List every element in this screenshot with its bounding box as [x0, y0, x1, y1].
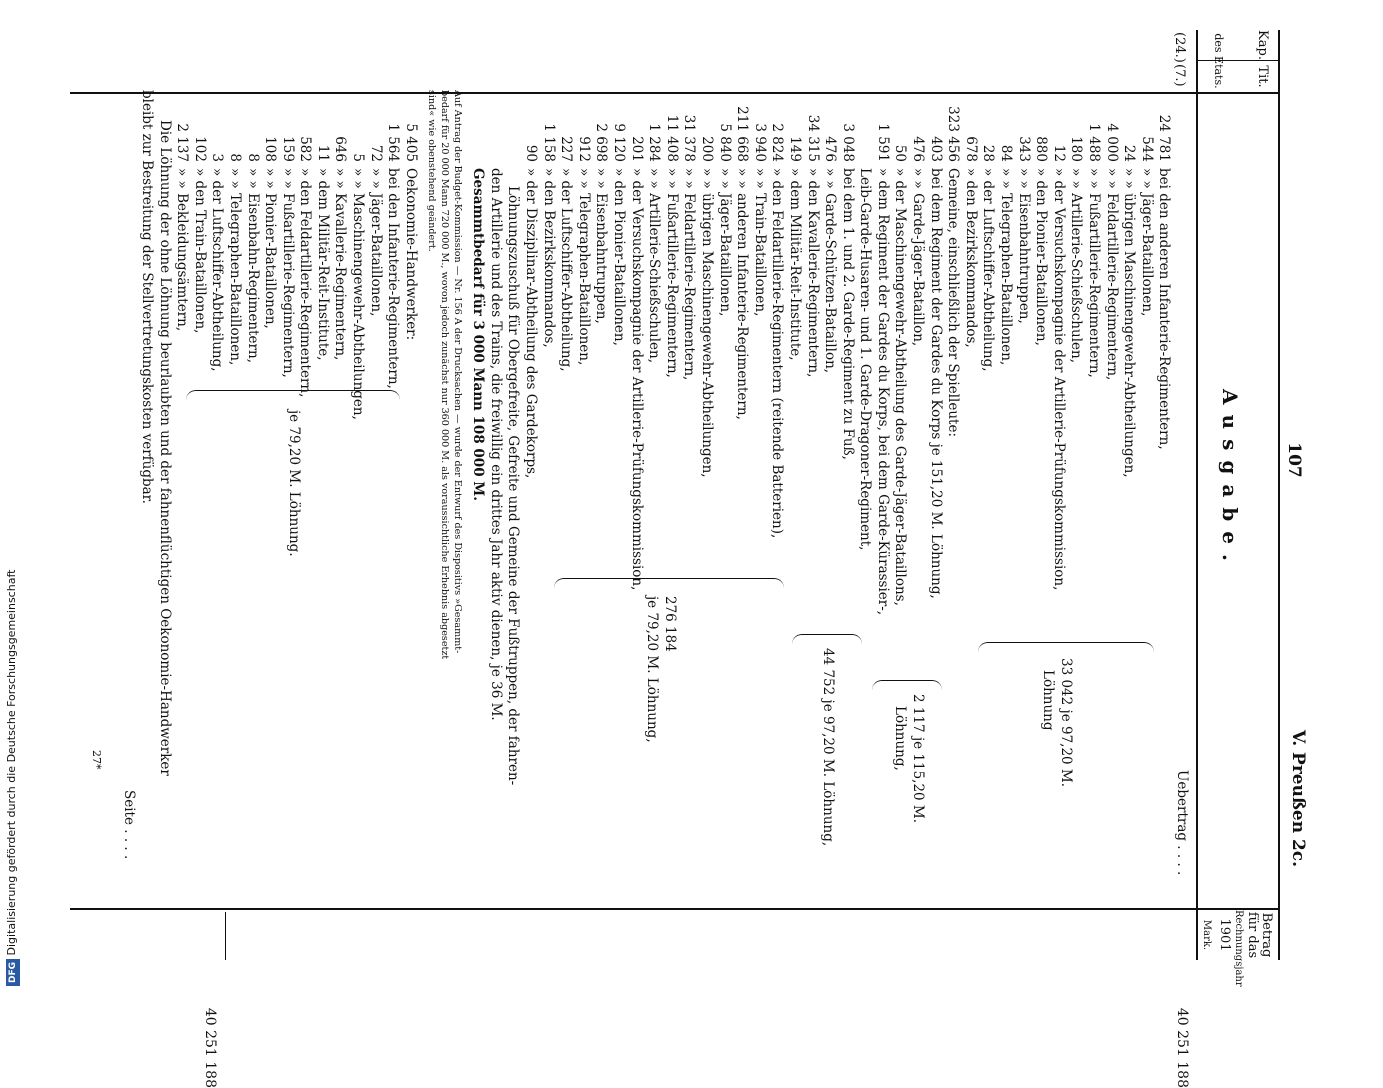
budget-line: 544 » » Jäger-Bataillonen, [1138, 136, 1155, 317]
budget-line: 678 » den Bezirkskommandos, [962, 136, 979, 348]
budget-line: 31 378 » » Feldartillerie-Regimentern, [681, 114, 698, 381]
budget-line: 5 » » Maschinengewehr-Abtheilungen, [350, 153, 367, 420]
chapter-title: V. Preußen 2c. [1288, 730, 1308, 868]
budget-line: 646 » » Kavallerie-Regimentern, [332, 136, 349, 361]
budget-line: 343 » » Eisenbahntruppen, [1015, 136, 1032, 324]
budget-line: 3 048 bei dem 1. und 2. Garde-Regiment zu Fuß, [839, 123, 856, 460]
brace-group-3 [792, 634, 862, 645]
budget-line: 912 » » Telegraphen-Bataillonen, [575, 136, 592, 366]
brace-label-3: 44 752 je 97,20 M. Löhnung, [820, 648, 836, 847]
budget-line: 34 315 » den Kavallerie-Regimentern, [804, 114, 821, 378]
budget-line: 9 120 » den Pionier-Bataillonen, [611, 123, 627, 346]
budget-line: 8 » » Eisenbahn-Regimentern, [244, 153, 261, 363]
page-number: 107 [1284, 442, 1304, 478]
budget-line: 201 » der Versuchskompagnie der Artillerie-Prüfungskommission, [628, 136, 645, 591]
budget-line: 2 698 » » Eisenbahntruppen, [593, 123, 610, 324]
sidebar-strip [0, 0, 20, 1000]
header-bottom-rule [1196, 30, 1198, 960]
budget-line: 72 » » Jäger-Bataillonen, [367, 144, 384, 317]
brace-group-1 [978, 642, 1154, 653]
sidebar-credit [2, 0, 22, 990]
sheet-signature: 27* [90, 750, 103, 770]
brace-label-4: 276 184 [662, 596, 678, 652]
budget-line: 1 158 » den Bezirkskommandos, [540, 123, 557, 348]
budget-line: 1 488 » » Fußartillerie-Regimentern, [1086, 123, 1103, 378]
budget-line: 11 408 » » Fußartillerie-Regimentern, [663, 114, 680, 378]
budget-line: 102 » den Train-Bataillonen, [191, 136, 208, 334]
budget-line: 8 » » Telegraphen-Bataillonen, [226, 153, 243, 366]
budget-line: 12 » der Versuchskompagnie der Artillerie-Prüfungskommission, [1050, 144, 1067, 591]
page-scan [70, 30, 1330, 1088]
budget-line: 2 824 » den Feldartillerie-Regimentern (reitende Batterien), [769, 123, 786, 539]
budget-line: 159 » » Fußartillerie-Regimentern, [279, 136, 296, 378]
budget-line: 24 781 bei den anderen Infanterie-Regimentern, [1156, 114, 1173, 450]
budget-line: 149 » dem Militär-Reit-Institute, [786, 136, 803, 361]
brace-label-1b: Löhnung [1040, 670, 1056, 731]
budget-line: 3 » der Luftschiffer-Abtheilung, [209, 153, 226, 372]
brace-label-4b: je 79,20 M. Löhnung, [644, 596, 660, 743]
amount-carry-forward: 40 251 188 [1174, 1007, 1190, 1088]
col-header-amount-1: Betrag [1259, 912, 1274, 958]
col-header-amount-3: Rechnungsjahr [1233, 910, 1244, 987]
budget-line: Gesammtbedarf für 3 000 Mann 108 000 M. [470, 168, 487, 501]
brace-label-2: 2 117 je 115,20 M. [910, 694, 926, 824]
budget-line: 476 » » Garde-Schützen-Bataillon, [822, 136, 839, 374]
budget-line: Die Löhnung der ohne Löhnung beurlaubten und der fahnenflüchtigen Oekonomie-Handwerker [156, 120, 173, 776]
budget-line: 476 » » Garde-Jäger-Bataillon, [910, 136, 927, 347]
budget-line: 880 » den Pionier-Bataillonen, [1033, 136, 1050, 346]
budget-line: 1 284 » » Artillerie-Schießschulen, [646, 123, 663, 363]
budget-line: 200 » » übrigen Maschinengewehr-Abtheilungen, [698, 136, 715, 478]
budget-line: 3 940 » » Train-Bataillonen, [751, 123, 768, 317]
amount-rule [225, 912, 226, 960]
budget-line: 5 405 Oekonomie-Handwerker: [402, 123, 419, 341]
dfg-logo: DFG [6, 959, 20, 986]
budget-line: 84 » » Telegraphen-Bataillonen, [998, 144, 1015, 366]
budget-line: 108 » » Pionier-Bataillonen, [262, 136, 279, 329]
footnote-line: Auf Antrag der Budget-Kommission — Nr. 156 A der Drucksachen — wurde der Entwurf des Dispositivs »Gesammt- [451, 90, 463, 654]
col-header-etats: des Etats. [1212, 33, 1225, 89]
budget-line: bleibt zur Bestreitung der Stellvertretungskosten verfügbar. [138, 90, 155, 504]
budget-line: 227 » der Luftschiffer-Abtheilung, [558, 136, 575, 372]
brace-group-2 [872, 680, 942, 691]
brace-group-5 [186, 390, 400, 401]
col-header-tit: Tit. [1255, 65, 1270, 88]
brace-label-5: je 79,20 M. Löhnung. [286, 410, 302, 557]
budget-line: 2 137 » » Bekleidungsämtern, [174, 123, 191, 332]
budget-line: Seite . . . . [121, 790, 138, 860]
budget-line: 90 » der Disziplinar-Abtheilung des Gardekorps, [523, 144, 540, 479]
footnote-line: bedarf für 20 000 Mann 720 000 M., wovon jedoch zunächst nur 360 000 M. als voraussichtliche Erhebnis abgesetzt [439, 90, 451, 660]
budget-line: 1 564 bei den Infanterie-Regimentern, [385, 123, 402, 389]
budget-line: Löhnungszuschuß für Obergefreite, Gefreite und Gemeine der Fußtruppen, der fahren- [505, 186, 522, 786]
budget-line: 5 840 » » Jäger-Bataillonen, [716, 123, 733, 317]
sidebar-credit-text: Digitalisierung gefördert durch die Deutsche Forschungsgemeinschaft [5, 569, 18, 956]
budget-line: 24 » » übrigen Maschinengewehr-Abtheilungen, [1121, 144, 1138, 478]
budget-line: den Artillerie und des Trains, die freiwillig ein drittes Jahr aktiv dienen, je 36 M. [487, 168, 504, 721]
budget-line: 1 591 » dem Regiment der Gardes du Korps, bei dem Garde-Kürassier-, [874, 123, 891, 616]
brace-label-1: 33 042 je 97,20 M. [1058, 658, 1074, 788]
budget-line: 403 bei dem Regiment der Gardes du Korps je 151,20 M. Löhnung, [927, 136, 944, 599]
document-page [70, 30, 1330, 1088]
col-header-amount-2: für das [1245, 911, 1260, 959]
budget-line: 582 » den Feldartillerie-Regimentern, [297, 136, 314, 398]
ref-kap: (24.) [1172, 32, 1187, 63]
header-top-rule [1278, 30, 1280, 960]
ref-tit: (7.) [1172, 64, 1187, 87]
brace-group-4 [554, 578, 784, 589]
col-header-kap: Kap. [1255, 30, 1270, 60]
footnote-line: sind« wie obenstehend geändert. [426, 90, 438, 252]
budget-line: 180 » » Artillerie-Schießschulen, [1068, 136, 1085, 363]
section-heading: Ausgabe. [1218, 389, 1242, 571]
budget-line: 28 » der Luftschiffer-Abtheilung, [980, 144, 997, 372]
budget-line: Uebertrag . . . . [1174, 770, 1190, 876]
budget-lines [120, 90, 1190, 910]
budget-line: 50 » der Maschinengewehr-Abtheilung des Garde-Jäger-Bataillons, [892, 144, 909, 606]
budget-line: Leib-Garde-Husaren- und 1. Garde-Dragoner-Regiment, [857, 168, 874, 551]
budget-line: 4 000 » » Feldartillerie-Regimentern, [1103, 123, 1120, 381]
budget-line: 211 668 » » anderen Infanterie-Regimentern, [734, 106, 751, 420]
budget-line: 11 » dem Militär-Reit-Institute, [314, 144, 331, 361]
budget-line: 323 456 Gemeine, einschließlich der Spielleute: [945, 106, 962, 438]
brace-label-2b: Löhnung, [892, 706, 908, 771]
amount-page-total: 40 251 188 [202, 1007, 218, 1088]
col-header-amount-4: 1901 [1217, 918, 1232, 952]
col-header-amount-unit: Mark. [1201, 919, 1212, 951]
